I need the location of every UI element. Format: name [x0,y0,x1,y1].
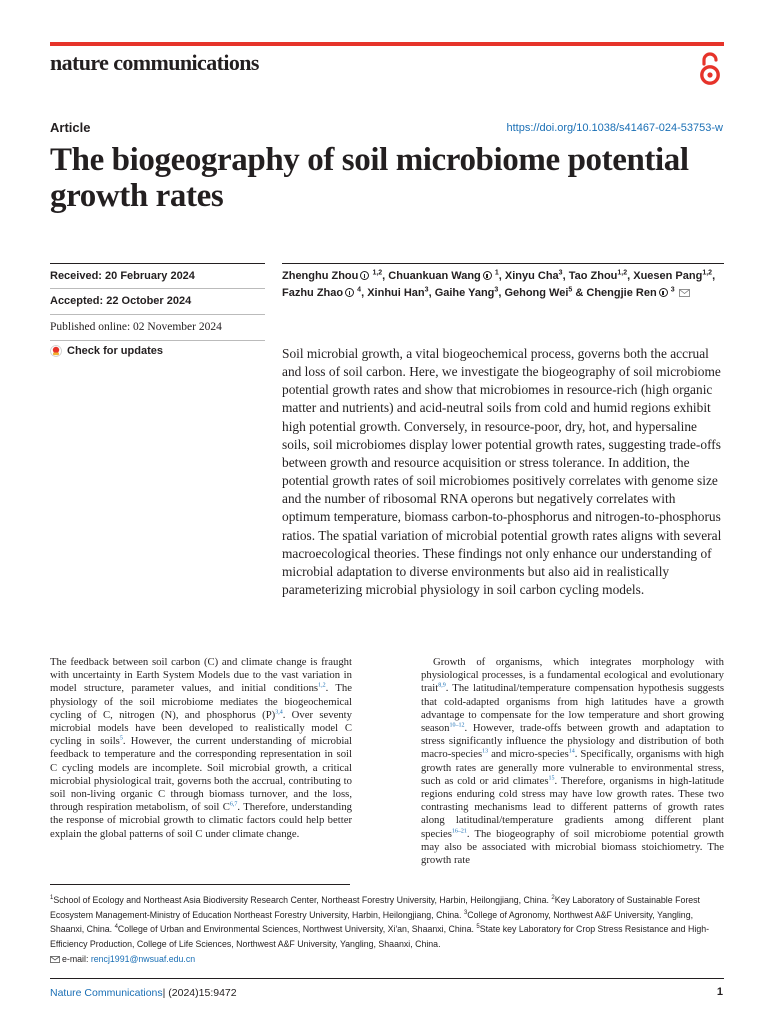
doi-link[interactable]: https://doi.org/10.1038/s41467-024-53753-w [506,122,723,134]
reference-link[interactable]: 8,9 [438,682,446,689]
meta-divider [50,314,265,315]
accepted-date: Accepted: 22 October 2024 [50,295,192,307]
mail-icon[interactable] [679,289,690,297]
author-name[interactable]: Xuesen Pang [633,270,703,282]
affiliation-mark: 3 [424,286,429,294]
body-column-right: Growth of organisms, which integrates morphology with physiological processes, is a fundamental ecological and evolutionary trait$^{8,9}$. The latitudinal/temperature compensation hypothesis suggests that cold-adapted organisms from high latitudes have a growth advantage to compensate for the low temperature and short growing season$^{10-12}$. However, trade-offs between growth and adaptation to stress significantly influence the physiology and distribution of both macro-species$^{13}$ and micro-species$^{14}$. Specifically, organisms with high growth rates are generally more vulnerable to environmental stress, such as cold or arid climates$^{15}$. Therefore, organisms in high-latitude regions enduring cold stress may have low growth rates. These two contrasting mechanisms lead to different patterns of growth rates along latitudinal/temperature gradients among different plant species$^{16-21}$. The biogeography of soil microbiome potential growth may also be associated with microbial biomass stoichiometry. The growth rate [421,656,725,867]
author-name[interactable]: Tao Zhou [568,270,618,282]
received-date: Received: 20 February 2024 [50,270,195,282]
affiliation-mark: 1,2 [702,269,713,277]
journal-name: nature communications [50,50,259,75]
affiliation-mark: 1,2 [617,269,628,277]
author-name[interactable]: Xinhui Han [367,287,425,299]
footer-citation [50,987,237,999]
header-accent-bar [50,42,724,46]
meta-divider [50,288,265,289]
email-link[interactable]: rencj1991@nwsuaf.edu.cn [90,953,196,964]
affiliation-mark: 1 [494,269,499,277]
author-name[interactable]: Chuankuan Wang [388,270,481,282]
affiliation-mark: 1,2 [372,269,383,277]
affiliation-mark: 3 [670,286,675,294]
affiliation-mark: 5 [568,286,573,294]
reference-link[interactable]: 5 [119,735,123,742]
footnote-divider [50,884,350,885]
reference-link[interactable]: 15 [548,775,555,782]
page-number: 1 [716,986,723,998]
footer-divider [50,978,724,979]
orcid-icon[interactable] [659,288,668,297]
abstract: Soil microbial growth, a vital biogeochemical process, governs both the accrual and loss of soil carbon. Here, we investigate the biogeography of soil microbiome potential growth rates and show that microbiomes in resource-rich (high organic matter and nutrients) and acid-neutral soils from cold and humid regions exhibit high potential growth. Conversely, in resource-poor, dry, hot, and hypersaline soils, soil microbiomes display lower potential growth rates, suggesting trade-offs between growth and resource acquisition or stress tolerance. In addition, the potential growth rates of soil microbiomes positively correlates with genome size and the number of ribosomal RNA operons but negatively correlates with optimum temperature, biomass carbon-to-phosphorus and nitrogen-to-phosphorus ratios. The spatial variation of microbial potential growth rates aligns with several macroecological theories. These findings not only enhance our understanding of microbial adaptation to diverse environments but also aid in realistically parameterizing microbial physiology in soil carbon cycling models. [282,346,722,598]
reference-link[interactable]: 13 [482,748,489,755]
author-divider [282,263,724,264]
author-name[interactable]: Gaihe Yang [434,287,495,299]
affiliation-mark: 3 [494,286,499,294]
orcid-icon[interactable] [360,271,369,280]
article-title: The biogeography of soil microbiome potential growth rates [50,142,689,214]
published-date: Published online: 02 November 2024 [50,321,222,333]
author-name[interactable]: Zhenghu Zhou [282,270,359,282]
check-updates-icon [50,345,62,357]
affiliation-mark: 3 [558,269,563,277]
check-for-updates-button[interactable] [50,345,163,357]
envelope-icon [50,956,60,963]
reference-link[interactable]: 10–12 [449,722,465,729]
reference-link[interactable]: 3,4 [275,709,283,716]
author-name[interactable]: Fazhu Zhao [282,287,344,299]
reference-link[interactable]: 16–21 [451,828,467,835]
meta-divider [50,340,265,341]
orcid-icon[interactable] [483,271,492,280]
author-name[interactable]: Chengjie Ren [586,287,657,299]
author-list: Zhenghu Zhou $^{1,2}$, Chuankuan Wang $^1$, Xinyu Cha$^3$, Tao Zhou$^{1,2}$, Xuesen Pang$^{1,2}$, Fazhu Zhao $^4$, Xinhui Han$^3$, Gaihe Yang$^3$, Gehong Wei$^5$ & Chengjie Ren $^3$ [282,269,716,299]
orcid-icon[interactable] [345,288,354,297]
reference-link[interactable]: 6,7 [229,801,238,808]
meta-divider [50,263,265,264]
footer-volume: | (2024)15:9472 [162,987,237,999]
author-name[interactable]: Gehong Wei [504,287,569,299]
check-updates-label: Check for updates [67,345,163,357]
footer-journal-link[interactable]: Nature Communications [50,987,163,999]
open-access-icon[interactable] [697,52,723,86]
article-type-label: Article [50,120,91,135]
body-column-left: The feedback between soil carbon (C) and climate change is fraught with uncertainty in Earth System Models due to the vast variation in model structure, parameter values, and initial conditions$^{1,2}$. The physiology of the soil microbiome mediates the biogeochemical cycling of C, nitrogen (N), and phosphorus $(P)^{3,4}$. Over seventy microbial models have been developed to realistically model C cycling in soils$^5$. However, the current understanding of microbial feedback to temperature and the corresponding representation in soil C cycling models are incomplete. Soil microbial growth, a critical microbial physiological trait, governs both the accrual, contributing to soil non-living organic C through biomass turnover, and the loss, through respiration metabolism, of soil C$^{6,7}$. Therefore, understanding the response of microbial growth to climatic factors could help better explain the global patterns of soil C under climate change. [50,656,353,840]
affiliations: $^1$School of Ecology and Northeast Asia Biodiversity Research Center, Northeast Forestry University, Harbin, Heilongjiang, China. $^2$Key Laboratory of Sustainable Forest Ecosystem Management-Ministry of Education Northeast Forestry University, Harbin, Heilongjiang, China. $^3$College of Agronomy, Northwest A&F University, Yangling, Shaanxi, China. $^4$College of Urban and Environmental Sciences, Northwest University, Xi'an, Shaanxi, China. $^5$State key Laboratory for Crop Stress Resistance and High-Efficiency Production, College of Life Sciences, Northwest A&F University, Yangling, Shaanxi, China. e-mail: rencj1991@nwsuaf.edu.cn [50,895,710,964]
author-name[interactable]: Xinyu Cha [504,270,559,282]
email-label: e-mail: [62,953,91,964]
reference-link[interactable]: 1,2 [318,682,326,689]
affiliation-mark: 4 [357,286,362,294]
reference-link[interactable]: 14 [568,748,575,755]
